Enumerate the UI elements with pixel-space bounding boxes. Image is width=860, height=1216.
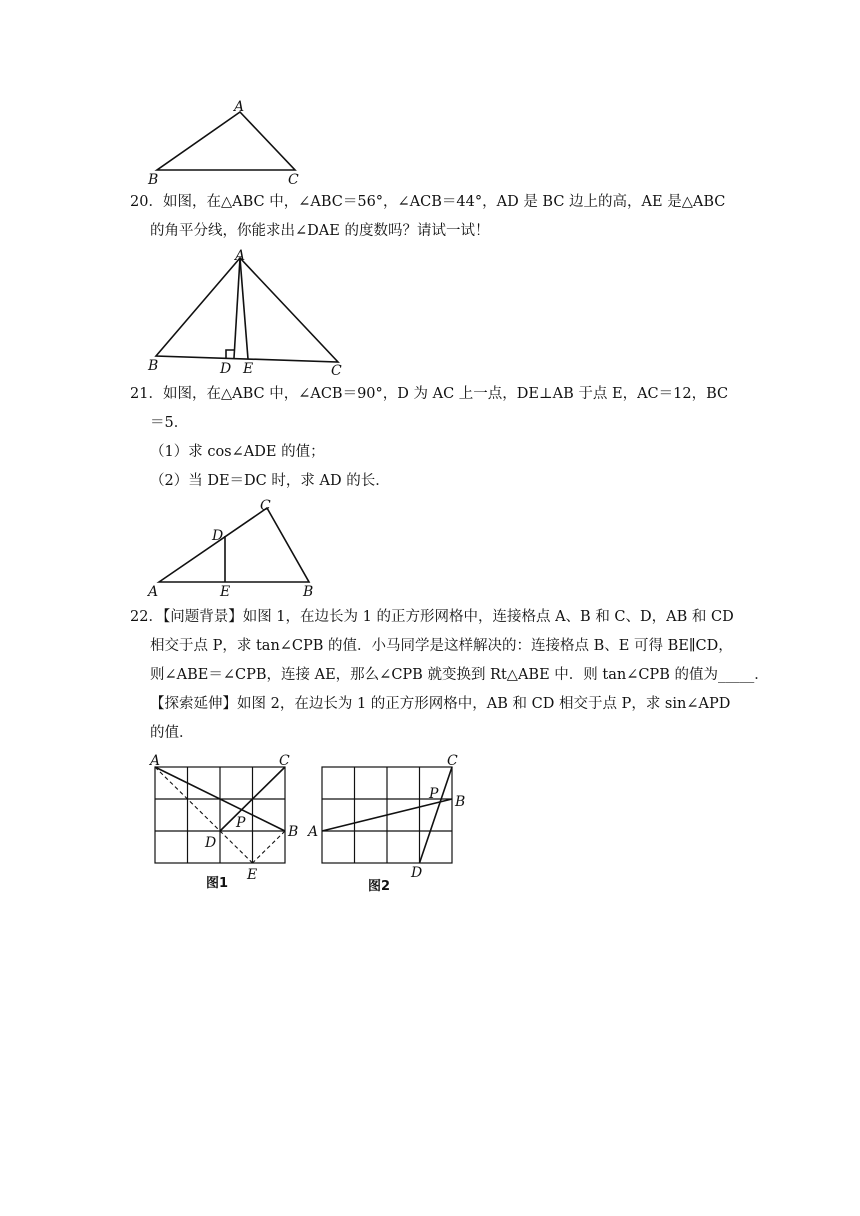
label-a: A [234, 99, 245, 115]
label-a: A [148, 584, 159, 600]
right-angle-mark [226, 350, 234, 358]
q22-line4: 【探索延伸】如图 2，在边长为 1 的正方形网格中，AB 和 CD 相交于点 P，求 sin∠APD [150, 696, 731, 712]
q22-line1 [130, 607, 734, 627]
figure-22-2 [305, 750, 480, 900]
label-c: C [288, 172, 299, 188]
q21-line1 [130, 384, 728, 404]
q22-line2: 相交于点 P，求 tan∠CPB 的值．小马同学是这样解决的：连接格点 B、E 可得 BE∥CD， [150, 638, 733, 654]
triangle-abc [159, 508, 309, 582]
caption-figure-1: 图1 [206, 876, 229, 891]
q20-number: 20． [130, 194, 163, 210]
q22-text-1: 【问题背景】如图 1，在边长为 1 的正方形网格中，连接格点 A、B 和 C、D，AB 和 CD [162, 609, 734, 625]
altitude-ad [234, 258, 240, 358]
label-p: P [429, 786, 439, 802]
caption-figure-2: 图2 [368, 879, 391, 894]
label-b: B [148, 172, 159, 188]
label-e: E [243, 361, 254, 377]
q22-line3: 则∠ABE＝∠CPB，连接 AE，那么∠CPB 就变换到 Rt△ABE 中．则 tan∠CPB 的值为_____． [150, 667, 769, 683]
q22-number: 22． [130, 609, 163, 625]
label-e: E [220, 584, 231, 600]
label-c: C [447, 753, 458, 769]
label-b: B [455, 794, 466, 810]
q22-line5: 的值． [150, 725, 194, 741]
label-c: C [279, 753, 290, 769]
q21-part1: （1）求 cos∠ADE 的值； [150, 444, 325, 460]
q21-number: 21． [130, 386, 163, 402]
q21-part2: （2）当 DE＝DC 时，求 AD 的长． [150, 473, 390, 489]
label-a: A [308, 824, 319, 840]
label-p: P [236, 815, 246, 831]
figure-22-1 [145, 750, 310, 900]
label-d: D [205, 835, 217, 851]
label-a: A [235, 248, 246, 264]
figure-20-triangle [140, 246, 350, 378]
label-b: B [288, 824, 299, 840]
label-c: C [260, 498, 271, 514]
label-b: B [148, 358, 159, 374]
label-e: E [247, 867, 258, 883]
label-c: C [331, 363, 342, 378]
q20-line1 [130, 192, 725, 212]
label-b: B [303, 584, 314, 600]
bisector-ae [240, 258, 248, 359]
figure-21-triangle [140, 496, 330, 602]
q21-line2: ＝5． [150, 415, 189, 431]
grid-1 [155, 767, 285, 863]
label-d: D [411, 865, 423, 881]
label-d: D [220, 361, 232, 377]
figure-19-triangle [140, 98, 310, 190]
segment-cd [420, 767, 453, 863]
q20-text-1: 如图，在△ABC 中，∠ABC＝56°，∠ACB＝44°，AD 是 BC 边上的高，AE 是△ABC [162, 194, 726, 210]
q21-text-1: 如图，在△ABC 中，∠ACB＝90°，D 为 AC 上一点，DE⊥AB 于点 E，AC＝12，BC [162, 386, 729, 402]
q20-line2: 的角平分线，你能求出∠DAE 的度数吗？请试一试！ [150, 223, 490, 239]
triangle-abc [157, 112, 295, 170]
label-a: A [150, 753, 161, 769]
segment-be [253, 831, 286, 863]
label-d: D [212, 528, 224, 544]
